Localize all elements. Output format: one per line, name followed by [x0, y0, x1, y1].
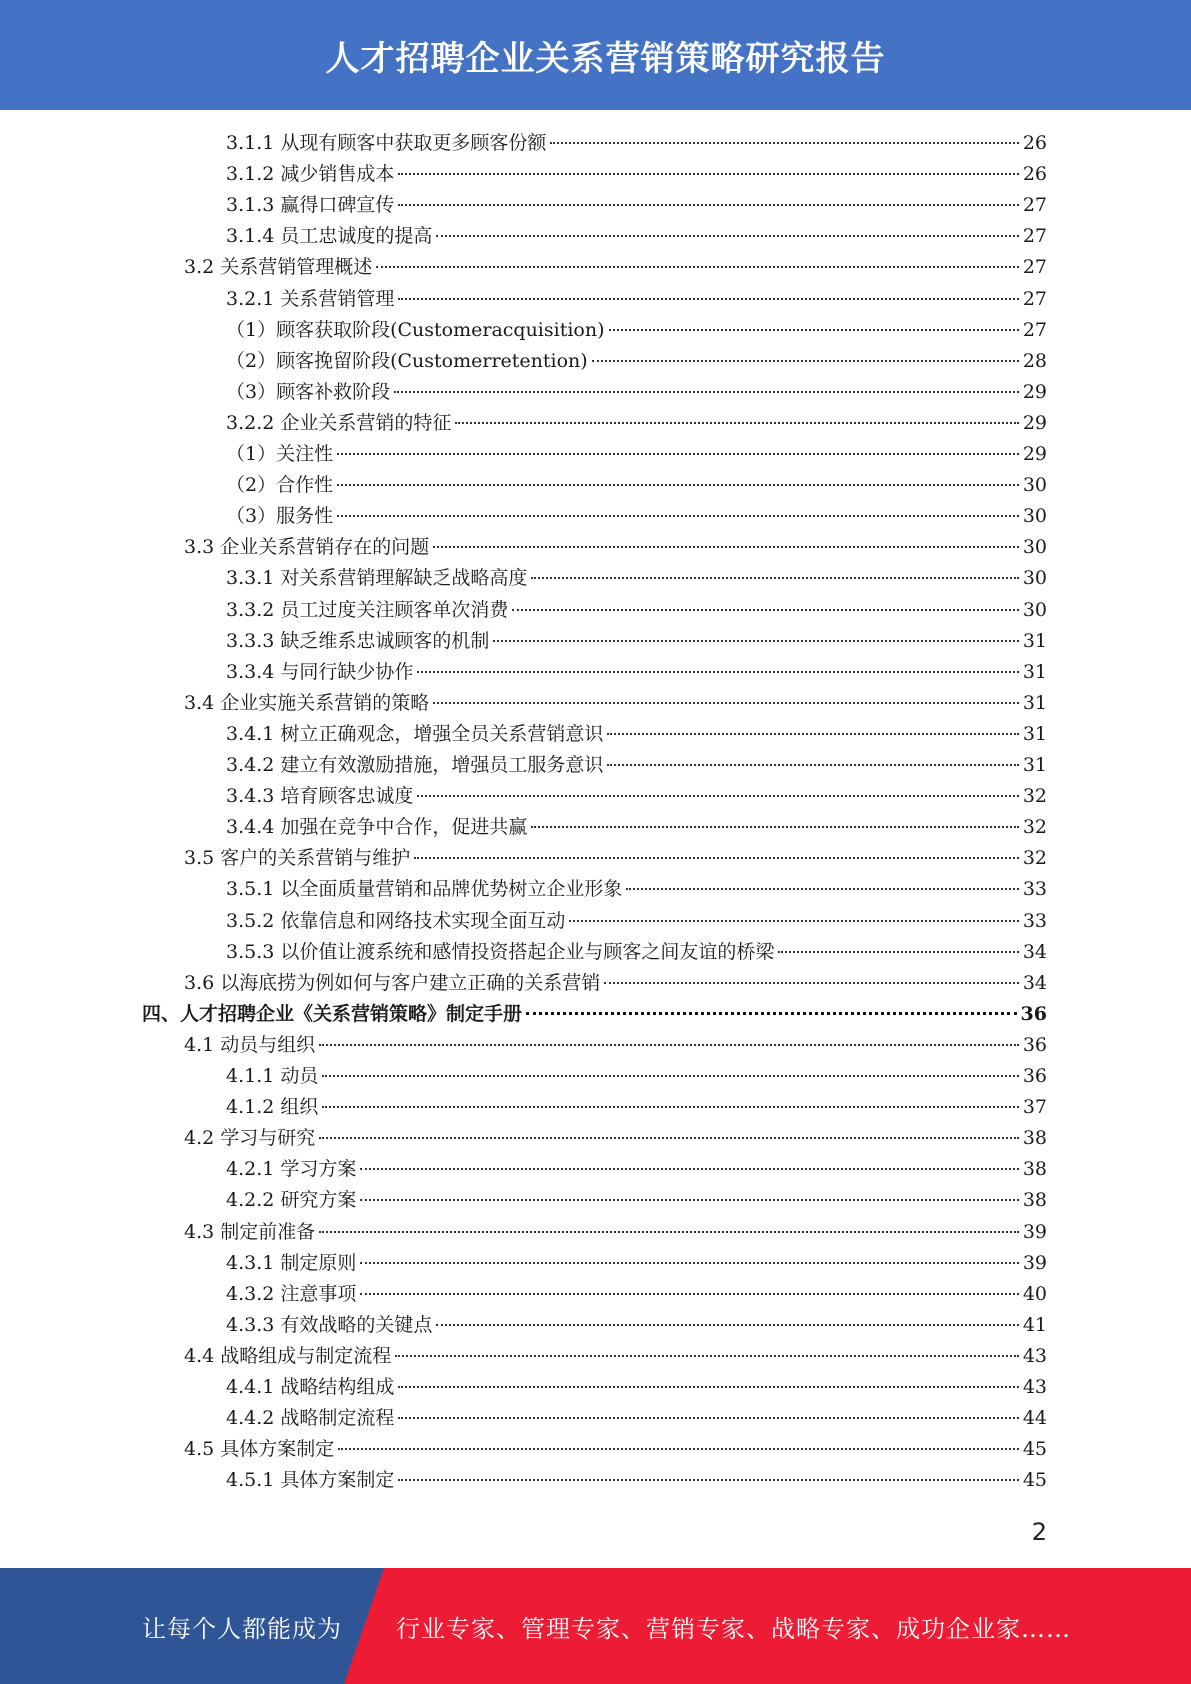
- toc-dot-leader: [569, 920, 1018, 922]
- toc-entry-title: 3.3.3 缺乏维系忠诚顾客的机制: [226, 629, 490, 652]
- toc-subsection-entry[interactable]: [226, 221, 1047, 252]
- toc-entry-title: 3.5.1 以全面质量营销和品牌优势树立企业形象: [226, 878, 623, 901]
- toc-section-entry[interactable]: [184, 968, 1047, 999]
- toc-page-number: 39: [1022, 1251, 1047, 1274]
- toc-subsection-entry[interactable]: [226, 501, 1047, 532]
- toc-page-number: 32: [1022, 816, 1047, 839]
- toc-page-number: 32: [1022, 847, 1047, 870]
- toc-page-number: 30: [1022, 536, 1047, 559]
- toc-page-number: 27: [1022, 256, 1047, 279]
- toc-dot-leader: [493, 640, 1018, 642]
- toc-subsection-entry[interactable]: [226, 470, 1047, 501]
- footer-slogan-left: 让每个人都能成为: [142, 1614, 342, 1643]
- toc-page-number: 26: [1022, 163, 1047, 186]
- toc-page-number: 27: [1022, 287, 1047, 310]
- toc-page-number: 27: [1022, 225, 1047, 248]
- toc-dot-leader: [436, 1324, 1018, 1326]
- toc-dot-leader: [319, 1137, 1019, 1139]
- toc-entry-title: 3.6 以海底捞为例如何与客户建立正确的关系营销: [184, 971, 601, 994]
- toc-dot-leader: [398, 1479, 1018, 1481]
- toc-dot-leader: [319, 1231, 1019, 1233]
- toc-entry-title: 3.5.3 以价值让渡系统和感情投资搭起企业与顾客之间友谊的桥梁: [226, 940, 775, 963]
- toc-entry-title: 4.2.2 研究方案: [226, 1189, 357, 1212]
- toc-entry-title: 4.2 学习与研究: [184, 1127, 316, 1150]
- toc-entry-title: 4.3.1 制定原则: [226, 1251, 357, 1274]
- toc-section-entry[interactable]: [184, 1123, 1047, 1154]
- toc-page-number: 44: [1022, 1407, 1047, 1430]
- toc-page-number: 29: [1022, 411, 1047, 434]
- toc-entry-title: 四、人才招聘企业《关系营销策略》制定手册: [142, 1002, 523, 1025]
- toc-entry-title: 4.2.1 学习方案: [226, 1158, 357, 1181]
- toc-page-number: 31: [1022, 660, 1047, 683]
- toc-page-number: 38: [1022, 1127, 1047, 1150]
- toc-subsection-entry[interactable]: [226, 563, 1047, 594]
- toc-dot-leader: [609, 329, 1019, 331]
- toc-subsection-entry[interactable]: [226, 812, 1047, 843]
- toc-subsection-entry[interactable]: [226, 315, 1047, 346]
- toc-entry-title: 3.3.4 与同行缺少协作: [226, 660, 414, 683]
- toc-page-number: 29: [1022, 380, 1047, 403]
- toc-dot-leader: [531, 577, 1018, 579]
- toc-entry-title: 3.2 关系营销管理概述: [184, 256, 373, 279]
- toc-dot-leader: [626, 888, 1018, 890]
- toc-page-number: 26: [1022, 132, 1047, 154]
- toc-entry-title: 3.1.1 从现有顾客中获取更多顾客份额: [226, 132, 547, 154]
- toc-page-number: 34: [1022, 971, 1047, 994]
- toc-entry-title: 4.3.2 注意事项: [226, 1282, 357, 1305]
- toc-page-number: 33: [1022, 909, 1047, 932]
- toc-subsection-entry[interactable]: [226, 159, 1047, 190]
- toc-page-number: 31: [1022, 754, 1047, 776]
- toc-entry-title: 3.4.2 建立有效激励措施，增强员工服务意识: [226, 754, 604, 776]
- toc-dot-leader: [337, 515, 1019, 517]
- toc-section-entry[interactable]: [184, 532, 1047, 563]
- toc-subsection-entry[interactable]: [226, 346, 1047, 377]
- toc-dot-leader: [433, 702, 1019, 704]
- toc-dot-leader: [398, 204, 1018, 206]
- toc-dot-leader: [322, 1075, 1018, 1077]
- toc-dot-leader: [322, 1106, 1018, 1108]
- toc-entry-title: 4.4.2 战略制定流程: [226, 1407, 395, 1430]
- toc-page-number: 43: [1022, 1344, 1047, 1367]
- toc-subsection-entry[interactable]: [226, 1185, 1047, 1216]
- toc-entry-title: 4.3 制定前准备: [184, 1220, 316, 1243]
- toc-entry-title: 3.2.2 企业关系营销的特征: [226, 411, 452, 434]
- toc-section-entry[interactable]: [184, 1030, 1047, 1061]
- toc-page-number: 30: [1022, 474, 1047, 497]
- toc-dot-leader: [433, 546, 1019, 548]
- toc-page-number: 28: [1022, 349, 1047, 372]
- toc-dot-leader: [398, 173, 1018, 175]
- toc-subsection-entry[interactable]: [226, 1465, 1047, 1496]
- toc-page-number: 33: [1022, 878, 1047, 901]
- toc-dot-leader: [417, 795, 1018, 797]
- toc-page-number: 31: [1022, 691, 1047, 714]
- toc-page-number: 36: [1020, 1002, 1047, 1025]
- toc-entry-title: （3）顾客补救阶段: [226, 380, 391, 403]
- toc-dot-leader: [592, 360, 1019, 362]
- footer-bar: [0, 1568, 1191, 1684]
- toc-entry-title: 3.5.2 依靠信息和网络技术实现全面互动: [226, 909, 566, 932]
- toc-dot-leader: [607, 733, 1018, 735]
- toc-subsection-entry[interactable]: [226, 1248, 1047, 1279]
- toc-entry-title: 3.4.1 树立正确观念，增强全员关系营销意识: [226, 722, 604, 745]
- toc-dot-leader: [398, 1417, 1018, 1419]
- toc-subsection-entry[interactable]: [226, 128, 1047, 159]
- toc-page-number: 45: [1022, 1438, 1047, 1461]
- toc-entry-title: 3.4.4 加强在竞争中合作，促进共赢: [226, 816, 528, 839]
- toc-page-number: 41: [1022, 1313, 1047, 1336]
- toc-subsection-entry[interactable]: [226, 937, 1047, 968]
- toc-dot-leader: [455, 422, 1018, 424]
- toc-page-number: 40: [1022, 1282, 1047, 1305]
- toc-entry-title: 3.2.1 关系营销管理: [226, 287, 395, 310]
- footer-slogan-right: 行业专家、管理专家、营销专家、战略专家、成功企业家……: [396, 1614, 1071, 1643]
- toc-entry-title: 3.4 企业实施关系营销的策略: [184, 691, 430, 714]
- toc-entry-title: 3.3 企业关系营销存在的问题: [184, 536, 430, 559]
- toc-subsection-entry[interactable]: [226, 781, 1047, 812]
- toc-subsection-entry[interactable]: [226, 595, 1047, 626]
- header-bar: [0, 0, 1191, 110]
- page-number: 2: [1031, 1518, 1047, 1546]
- toc-dot-leader: [414, 857, 1019, 859]
- toc-entry-title: 4.1 动员与组织: [184, 1033, 316, 1056]
- toc-dot-leader: [376, 266, 1019, 268]
- toc-subsection-entry[interactable]: [226, 377, 1047, 408]
- toc-dot-leader: [531, 826, 1018, 828]
- toc-page-number: 36: [1022, 1033, 1047, 1056]
- toc-page-number: 27: [1022, 318, 1047, 341]
- toc-subsection-entry[interactable]: [226, 1279, 1047, 1310]
- toc-page-number: 30: [1022, 598, 1047, 621]
- toc-page-number: 38: [1022, 1158, 1047, 1181]
- toc-page-number: 39: [1022, 1220, 1047, 1243]
- toc-section-entry[interactable]: [184, 843, 1047, 874]
- toc-entry-title: 4.5 具体方案制定: [184, 1438, 335, 1461]
- toc-dot-leader: [394, 391, 1019, 393]
- toc-subsection-entry[interactable]: [226, 439, 1047, 470]
- toc-subsection-entry[interactable]: [226, 906, 1047, 937]
- toc-entry-title: 4.3.3 有效战略的关键点: [226, 1313, 433, 1336]
- toc-dot-leader: [360, 1262, 1018, 1264]
- toc-entry-title: （1）关注性: [226, 443, 334, 465]
- toc-dot-leader: [607, 764, 1018, 766]
- toc-dot-leader: [398, 1386, 1018, 1388]
- toc-entry-title: （2）合作性: [226, 474, 334, 497]
- toc-page-number: 45: [1022, 1469, 1047, 1492]
- toc-page-number: 37: [1022, 1096, 1047, 1119]
- toc-dot-leader: [604, 982, 1019, 984]
- toc-section-entry[interactable]: [184, 1217, 1047, 1248]
- toc-subsection-entry[interactable]: [226, 657, 1047, 688]
- toc-subsection-entry[interactable]: [226, 719, 1047, 750]
- toc-entry-title: 4.1.1 动员: [226, 1065, 319, 1087]
- toc-dot-leader: [337, 453, 1019, 455]
- toc-entry-title: 3.3.2 员工过度关注顾客单次消费: [226, 598, 509, 621]
- toc-page-number: 32: [1022, 785, 1047, 808]
- toc-entry-title: 3.1.4 员工忠诚度的提高: [226, 225, 433, 248]
- toc-entry-title: （2）顾客挽留阶段(Customerretention): [226, 349, 588, 372]
- toc-entry-title: 3.1.3 赢得口碑宣传: [226, 194, 395, 217]
- toc-subsection-entry[interactable]: [226, 284, 1047, 315]
- toc-entry-title: 3.5 客户的关系营销与维护: [184, 847, 411, 870]
- toc-subsection-entry[interactable]: [226, 1154, 1047, 1185]
- toc-section-entry[interactable]: [184, 252, 1047, 283]
- toc-entry-title: 3.3.1 对关系营销理解缺乏战略高度: [226, 567, 528, 590]
- toc-chapter-entry[interactable]: [142, 999, 1047, 1030]
- toc-dot-leader: [417, 671, 1018, 673]
- toc-dot-leader: [360, 1199, 1018, 1201]
- toc-dot-leader: [526, 1012, 1017, 1015]
- toc-dot-leader: [360, 1293, 1018, 1295]
- toc-page-number: 31: [1022, 629, 1047, 652]
- toc-section-entry[interactable]: [184, 1341, 1047, 1372]
- toc-page-number: 31: [1022, 722, 1047, 745]
- toc-subsection-entry[interactable]: [226, 190, 1047, 221]
- toc-dot-leader: [360, 1168, 1018, 1170]
- toc-entry-title: （1）顾客获取阶段(Customeracquisition): [226, 318, 605, 341]
- toc-page-number: 34: [1022, 940, 1047, 963]
- toc-subsection-entry[interactable]: [226, 1372, 1047, 1403]
- toc-section-entry[interactable]: [184, 688, 1047, 719]
- toc-dot-leader: [337, 484, 1019, 486]
- toc-entry-title: （3）服务性: [226, 505, 334, 528]
- toc-subsection-entry[interactable]: [226, 750, 1047, 781]
- toc-page-number: 30: [1022, 567, 1047, 590]
- toc-subsection-entry[interactable]: [226, 874, 1047, 905]
- toc-page-number: 43: [1022, 1376, 1047, 1398]
- toc-entry-title: 4.1.2 组织: [226, 1096, 319, 1119]
- toc-entry-title: 3.1.2 减少销售成本: [226, 163, 395, 186]
- toc-dot-leader: [395, 1355, 1019, 1357]
- toc-subsection-entry[interactable]: [226, 1310, 1047, 1341]
- toc-dot-leader: [778, 951, 1018, 953]
- toc-page-number: 27: [1022, 194, 1047, 217]
- toc-subsection-entry[interactable]: [226, 1061, 1047, 1092]
- toc-dot-leader: [550, 142, 1018, 144]
- toc-dot-leader: [436, 235, 1018, 237]
- toc-dot-leader: [398, 298, 1018, 300]
- toc-section-entry[interactable]: [184, 1434, 1047, 1465]
- toc-dot-leader: [338, 1448, 1019, 1450]
- document-title: 人才招聘企业关系营销策略研究报告: [325, 38, 886, 79]
- toc-page-number: 29: [1022, 443, 1047, 465]
- toc-dot-leader: [512, 609, 1018, 611]
- toc-entry-title: 3.4.3 培育顾客忠诚度: [226, 785, 414, 808]
- toc-page-number: 36: [1022, 1065, 1047, 1087]
- toc-entry-title: 4.4 战略组成与制定流程: [184, 1344, 392, 1367]
- toc-dot-leader: [319, 1044, 1019, 1046]
- toc-page-number: 30: [1022, 505, 1047, 528]
- toc-entry-title: 4.5.1 具体方案制定: [226, 1469, 395, 1492]
- toc-subsection-entry[interactable]: [226, 408, 1047, 439]
- toc-subsection-entry[interactable]: [226, 1403, 1047, 1434]
- toc-entry-title: 4.4.1 战略结构组成: [226, 1376, 395, 1398]
- toc-subsection-entry[interactable]: [226, 1092, 1047, 1123]
- toc-page-number: 38: [1022, 1189, 1047, 1212]
- toc-subsection-entry[interactable]: [226, 626, 1047, 657]
